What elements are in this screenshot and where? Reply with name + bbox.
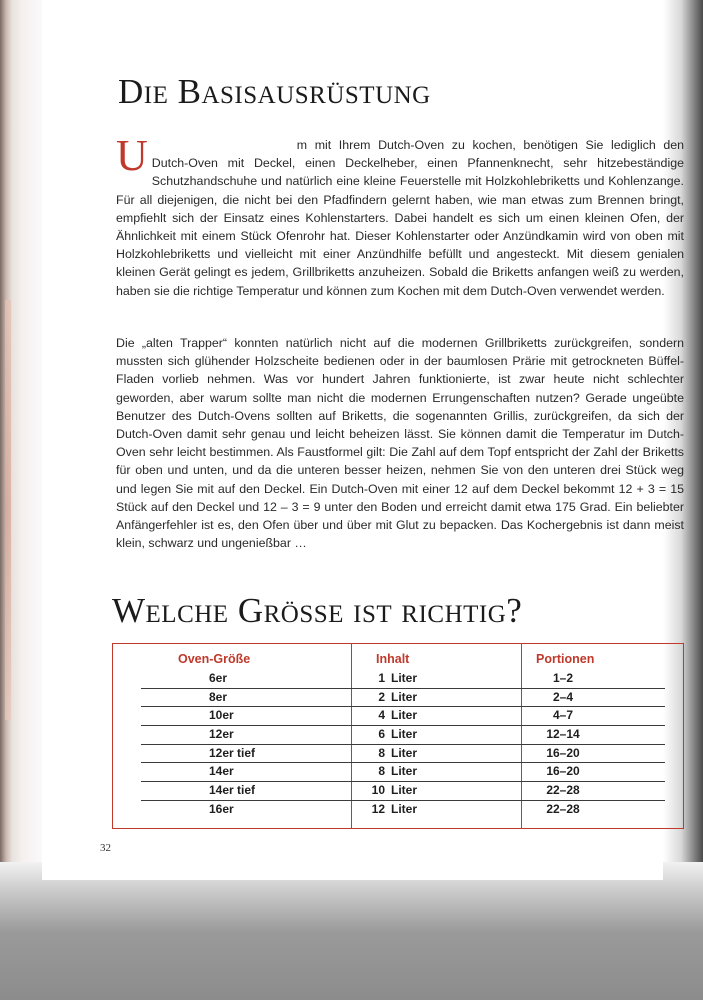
- cell-portions: 22–28: [546, 783, 580, 798]
- cell-volume-number: 1: [378, 671, 385, 685]
- cell-volume: [367, 764, 457, 778]
- table-header-portions: Portionen: [536, 652, 595, 666]
- cell-volume-number: 8: [378, 764, 385, 779]
- table-row: [141, 801, 665, 819]
- cell-volume-unit: Liter: [391, 671, 418, 685]
- table-body: [113, 670, 683, 819]
- cell-volume: [367, 746, 457, 760]
- table-row: [141, 763, 665, 782]
- drop-cap: U: [116, 131, 148, 180]
- cell-volume: [367, 708, 457, 722]
- cell-size: 8er: [209, 689, 228, 704]
- table-header-volume: Inhalt: [376, 652, 410, 666]
- table-row: [141, 707, 665, 726]
- cell-size: 12er: [209, 727, 234, 742]
- book-page: [42, 0, 684, 880]
- table-row: [141, 670, 665, 689]
- cell-volume-number: 8: [378, 745, 385, 760]
- cell-volume: [367, 671, 457, 685]
- cell-size: 16er: [209, 801, 234, 816]
- cell-volume-unit: Liter: [391, 783, 418, 798]
- paragraph-1-text: m mit Ihrem Dutch-Oven zu kochen, benötigen Sie lediglich den Dutch-Oven mit Deckel, einen Deckelheber, einen Pfannenknecht, sehr hitzebeständige Schutzhandschuhe und natürlich eine kleine Feuerstelle mit Holzkohlebriketts und Kohlenzange. Für all diejenigen, die nicht bei den Pfadfindern gelernt haben, wie man etwas zum Brennen bringt, empfiehlt sich der Einsatz eines Kohlenstarters. Dabei handelt es sich um einen kleinen Ofen, der Ähnlichkeit mit einem Stück Ofenrohr hat. Dieser Kohlenstarter oder Anzündkamin wird von oben mit Holzkohlebriketts und vielleicht mit einer Anzündhilfe befüllt und angesteckt. Mit diesem genialen kleinen Gerät gelingt es jedem, Grillbriketts anzuheizen. Sobald die Briketts anfangen weiß zu werden, haben sie die richtige Temperatur und können zum Kochen mit dem Dutch-Oven verwendet werden.: [116, 138, 684, 298]
- cell-size: 12er tief: [209, 745, 256, 760]
- cell-size: 10er: [209, 708, 234, 723]
- scanner-shadow: [0, 862, 703, 1000]
- paragraph-2: Die „alten Trapper“ konnten natürlich nicht auf die modernen Grillbriketts zurückgreifen, sondern mussten sich glühender Holzscheite bedienen oder in der baumlosen Prärie mit getrockneten Büffel-Fladen vorlieb nehmen. Was vor hundert Jahren funktionierte, ist zwar heute nicht schlechter geworden, aber warum sollte man nicht die modernen Errungenschaften nutzen? Gerade ungeübte Benutzer des Dutch-Ovens sollten auf Briketts, die sogenannten Grillis, zurückgreifen, da sich der Dutch-Oven damit sehr genau und leicht beheizen lässt. Sie können damit die Temperatur im Dutch-Oven sehr leicht bestimmen. Als Faustformel gilt: Die Zahl auf dem Topf entspricht der Zahl der Briketts für oben und unten, und da die unteren besser heizen, nehmen Sie von den unteren drei Stück weg und legen Sie mit auf den Deckel. Ein Dutch-Oven mit einer 12 auf dem Deckel bekommt 12 + 3 = 15 Stück auf den Deckel und 12 – 3 = 9 unter den Boden und erreicht damit etwa 175 Grad. Ein beliebter Anfängerfehler ist es, den Ofen über und über mit Glut zu bepacken. Das Kochergebnis ist dann meist klein, schwarz und ungenießbar …: [116, 336, 684, 551]
- book-edge-tint: [5, 300, 11, 720]
- page-number: 32: [100, 842, 111, 854]
- table-row: [141, 726, 665, 745]
- cell-size: 14er: [209, 764, 234, 779]
- table-row: [141, 782, 665, 801]
- cell-portions: 22–28: [546, 801, 580, 816]
- section-heading-groesse: Welche Grösse ist richtig?: [112, 591, 523, 630]
- cell-volume-unit: Liter: [391, 689, 418, 704]
- cell-volume-unit: Liter: [391, 708, 418, 723]
- cell-portions: 16–20: [546, 764, 580, 779]
- cell-volume-unit: Liter: [391, 764, 418, 779]
- cell-size: 6er: [209, 671, 228, 685]
- cell-portions: 16–20: [546, 745, 580, 760]
- cell-portions: 1–2: [552, 671, 574, 685]
- cell-volume-number: 10: [371, 783, 385, 798]
- cell-volume: [367, 802, 457, 816]
- table-row: [141, 689, 665, 708]
- cell-volume: [367, 783, 457, 797]
- cell-volume-number: 6: [378, 727, 385, 742]
- cell-volume: [367, 690, 457, 704]
- cell-volume-unit: Liter: [391, 727, 418, 742]
- cell-portions: 2–4: [552, 689, 574, 704]
- table-row: [141, 745, 665, 764]
- cell-volume: [367, 727, 457, 741]
- section-heading-basisausruestung: Die Basisausrüstung: [118, 72, 431, 111]
- cell-volume-number: 4: [378, 708, 385, 723]
- cell-volume-unit: Liter: [391, 745, 418, 760]
- cell-size: 14er tief: [209, 783, 256, 798]
- paragraph-1: [116, 131, 684, 300]
- table-header-size: Oven-Größe: [178, 652, 251, 666]
- cell-volume-number: 2: [378, 689, 385, 704]
- cell-portions: 12–14: [546, 727, 580, 742]
- cell-volume-unit: Liter: [391, 801, 418, 816]
- cell-volume-number: 12: [371, 801, 385, 816]
- size-table: [112, 643, 684, 829]
- cell-portions: 4–7: [552, 708, 574, 723]
